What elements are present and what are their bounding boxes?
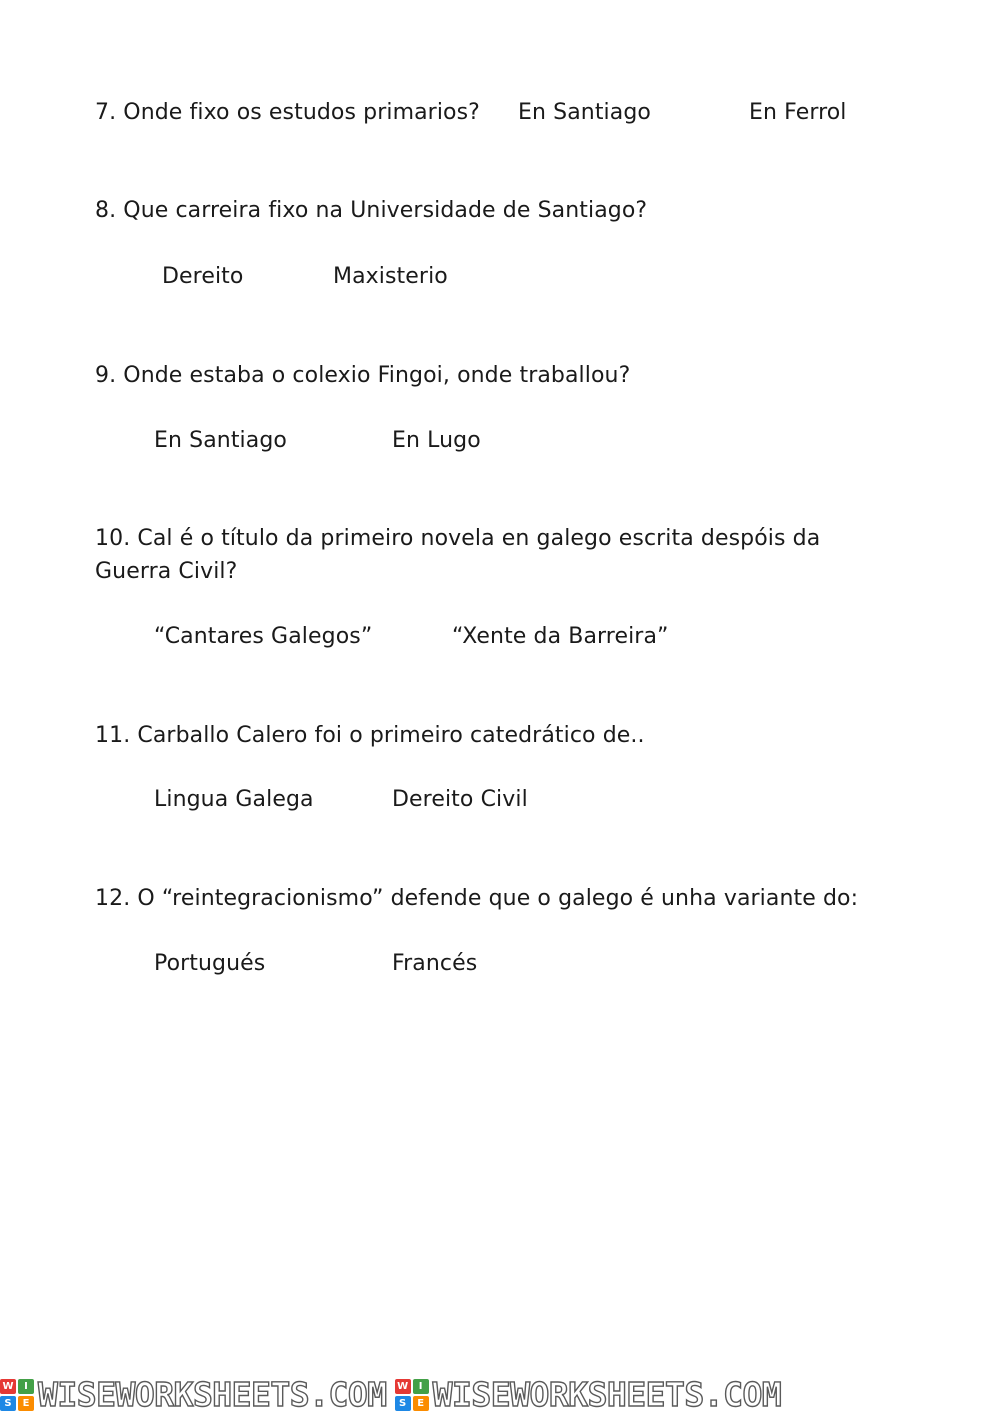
brand-logo xyxy=(0,1376,387,1413)
question-9: 9. Onde estaba o colexio Fingoi, onde traballou? xyxy=(95,363,631,388)
question-7: 7. Onde fixo os estudos primarios? xyxy=(95,100,480,125)
logo-icon xyxy=(0,1379,34,1411)
logo-letter-w: W xyxy=(395,1379,411,1394)
question-10: 10. Cal é o título da primeiro novela en galego escrita despóis da Guerra Civil? xyxy=(95,526,821,584)
brand-text: WISEWORKSHEETS.COM xyxy=(38,1376,387,1413)
q8-option-2[interactable]: Maxisterio xyxy=(333,264,448,289)
q7-option-1[interactable]: En Santiago xyxy=(518,100,651,125)
logo-letter-e: E xyxy=(18,1396,34,1411)
q10-option-2[interactable]: “Xente da Barreira” xyxy=(452,624,669,649)
logo-letter-i: I xyxy=(18,1379,34,1394)
q7-option-2[interactable]: En Ferrol xyxy=(749,100,847,125)
q9-option-2[interactable]: En Lugo xyxy=(392,428,481,453)
logo-letter-w: W xyxy=(0,1379,16,1394)
q11-option-1[interactable]: Lingua Galega xyxy=(154,787,314,812)
question-12: 12. O “reintegracionismo” defende que o galego é unha variante do: xyxy=(95,886,859,911)
brand-text: WISEWORKSHEETS.COM xyxy=(432,1376,782,1413)
q10-option-1[interactable]: “Cantares Galegos” xyxy=(154,624,373,649)
logo-letter-i: I xyxy=(413,1379,429,1394)
brand-logo-repeat xyxy=(395,1376,782,1413)
logo-icon xyxy=(395,1379,429,1411)
q9-option-1[interactable]: En Santiago xyxy=(154,428,287,453)
question-11: 11. Carballo Calero foi o primeiro catedrático de.. xyxy=(95,723,645,748)
q12-option-1[interactable]: Portugués xyxy=(154,951,266,976)
q8-option-1[interactable]: Dereito xyxy=(162,264,244,289)
logo-letter-s: S xyxy=(395,1396,411,1411)
logo-letter-s: S xyxy=(0,1396,16,1411)
q11-option-2[interactable]: Dereito Civil xyxy=(392,787,528,812)
logo-letter-e: E xyxy=(413,1396,429,1411)
footer-watermark xyxy=(0,1376,1000,1413)
q12-option-2[interactable]: Francés xyxy=(392,951,478,976)
question-8: 8. Que carreira fixo na Universidade de Santiago? xyxy=(95,198,648,223)
